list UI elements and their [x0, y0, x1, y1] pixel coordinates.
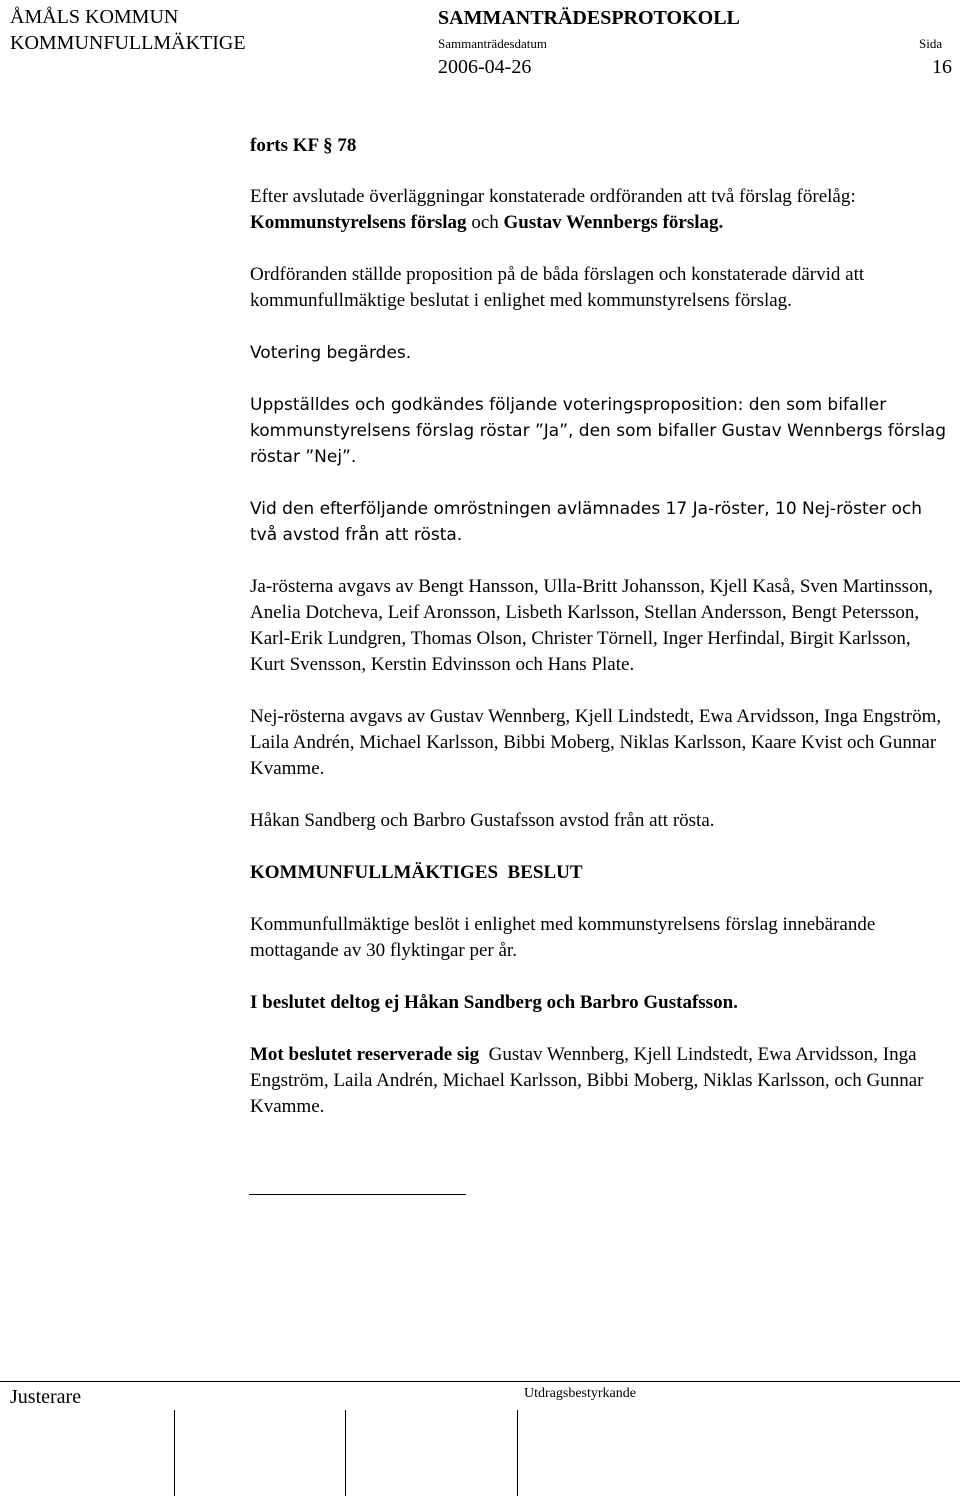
- p1-text-a: Efter avslutade överläggningar konstaterade ordföranden att två förslag förelåg:: [250, 186, 856, 207]
- p1-text-d: Gustav Wennbergs förslag.: [503, 212, 724, 233]
- org-name: ÅMÅLS KOMMUN: [10, 6, 179, 28]
- paragraph-7: Nej-rösterna avgavs av Gustav Wennberg, Kjell Lindstedt, Ewa Arvidsson, Inga Engström, Laila Andrén, Michael Karlsson, Bibbi Moberg, Niklas Karlsson, Kaare Kvist och Gunnar Kvamme.: [250, 706, 942, 779]
- paragraph-3: Votering begärdes.: [250, 343, 412, 363]
- paragraph-9: Kommunfullmäktige beslöt i enlighet med kommunstyrelsens förslag innebärande mottagande av 30 flyktingar per år.: [250, 914, 876, 961]
- paragraph-4: Uppställdes och godkändes följande voteringsproposition: den som bifaller kommunstyrelsens förslag röstar ”Ja”, den som bifaller Gustav Wennbergs förslag röstar ”Nej”.: [250, 395, 947, 467]
- decision-heading: KOMMUNFULLMÄKTIGES BESLUT: [250, 862, 583, 883]
- footer-divider: [517, 1410, 518, 1496]
- paragraph-1: [250, 184, 950, 236]
- document-title: SAMMANTRÄDESPROTOKOLL: [438, 7, 740, 29]
- paragraph-11: [250, 1042, 950, 1120]
- paragraph-8: Håkan Sandberg och Barbro Gustafsson avstod från att rösta.: [250, 810, 715, 831]
- meeting-date: 2006-04-26: [438, 56, 532, 78]
- page-label: Sida: [919, 36, 943, 51]
- p11-bold: Mot beslutet reserverade sig: [250, 1044, 480, 1065]
- utdrag-label: Utdragsbestyrkande: [524, 1386, 636, 1401]
- p1-text-b: Kommunstyrelsens förslag: [250, 212, 467, 233]
- p1-text-c: och: [466, 212, 504, 233]
- footer-divider: [174, 1410, 175, 1496]
- page-number: 16: [932, 56, 952, 78]
- paragraph-5: Vid den efterföljande omröstningen avlämnades 17 Ja-röster, 10 Nej-röster och två avstod från att rösta.: [250, 499, 922, 545]
- paragraph-10: I beslutet deltog ej Håkan Sandberg och Barbro Gustafsson.: [250, 992, 738, 1013]
- body-name: KOMMUNFULLMÄKTIGE: [10, 32, 246, 54]
- justerare-label: Justerare: [10, 1386, 82, 1408]
- document-body: [250, 133, 950, 1120]
- footer-divider: [345, 1410, 346, 1496]
- section-heading: forts KF § 78: [250, 135, 357, 156]
- paragraph-2: Ordföranden ställde proposition på de båda förslagen och konstaterade därvid att kommunfullmäktige beslutat i enlighet med kommunstyrelsens förslag.: [250, 264, 865, 311]
- date-label: Sammanträdesdatum: [438, 36, 548, 51]
- header-org: [10, 4, 246, 56]
- paragraph-6: Ja-rösterna avgavs av Bengt Hansson, Ulla-Britt Johansson, Kjell Kaså, Sven Martinsson, Anelia Dotcheva, Leif Aronsson, Lisbeth Karlsson, Stellan Andersson, Bengt Petersson, Karl-Erik Lundgren, Thomas Olson, Christer Törnell, Inger Herfindal, Birgit Karlsson, Kurt Svensson, Kerstin Edvinsson och Hans Plate.: [250, 576, 933, 675]
- signature-line: [249, 1194, 466, 1195]
- footer-rule: [0, 1381, 960, 1382]
- p11-rest: Gustav Wennberg, Kjell Lindstedt, Ewa Arvidsson, Inga Engström, Laila Andrén, Michael Karlsson, Bibbi Moberg, Niklas Karlsson, och Gunnar Kvamme.: [250, 1044, 929, 1117]
